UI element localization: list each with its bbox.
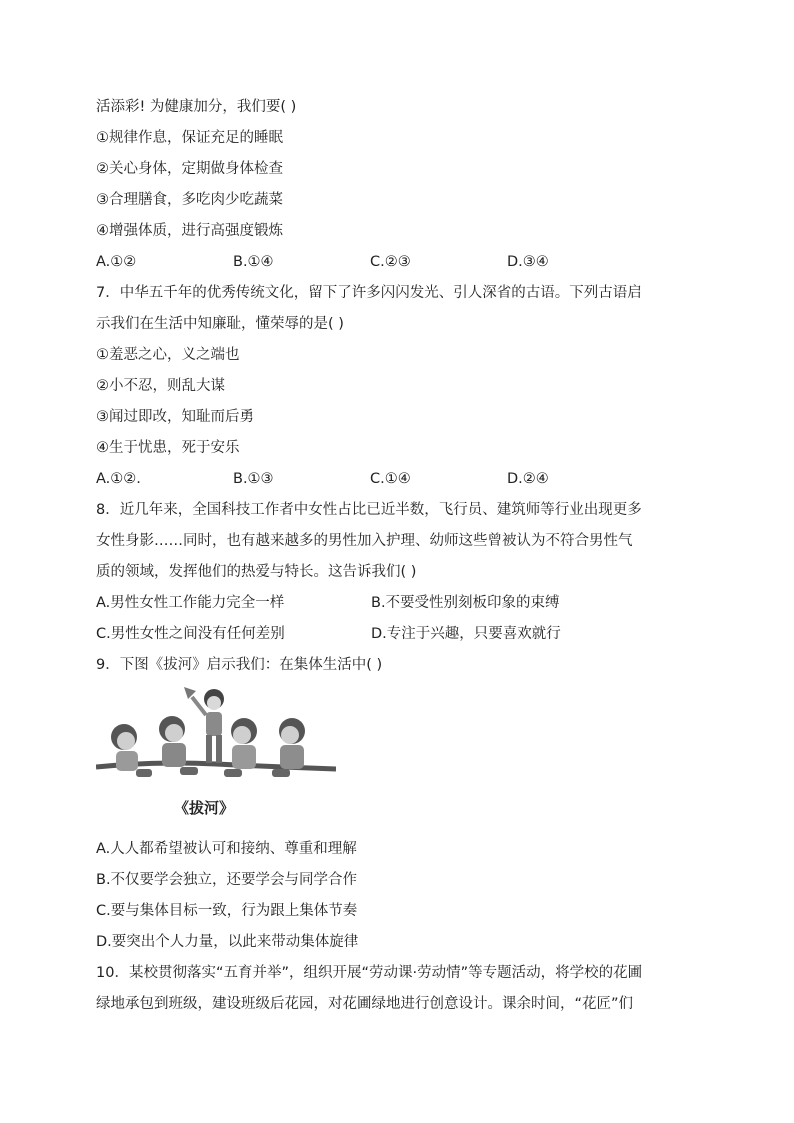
q8-options-row1 (96, 588, 706, 619)
q8-option-d[interactable]: D.专注于兴趣，只要喜欢就行 (371, 626, 561, 642)
q6-item: ②关心身体，定期做身体检查 (96, 161, 283, 177)
q6-stem-tail: 活添彩! 为健康加分，我们要( ) (96, 99, 297, 115)
q7-item: ①羞恶之心，义之端也 (96, 347, 240, 363)
q6-item: ①规律作息，保证充足的睡眠 (96, 130, 283, 146)
q8-stem-line: 质的领域，发挥他们的热爱与特长。这告诉我们( ) (96, 564, 417, 580)
q9-stem: 9．下图《拔河》启示我们：在集体生活中( ) (96, 657, 383, 673)
q6-option-c[interactable]: C.②③ (370, 254, 411, 270)
q6-options (96, 247, 706, 278)
q6-option-a[interactable]: A.①② (96, 254, 137, 270)
q6-option-b[interactable]: B.①④ (233, 254, 274, 270)
q7-options (96, 464, 706, 495)
q9-option-d[interactable]: D.要突出个人力量，以此来带动集体旋律 (96, 934, 359, 950)
q7-stem-line: 7．中华五千年的优秀传统文化，留下了许多闪闪发光、引人深省的古语。下列古语启 (96, 285, 642, 301)
q7-option-d[interactable]: D.②④ (507, 471, 549, 487)
q7-option-c[interactable]: C.①④ (370, 471, 411, 487)
q7-stem-line: 示我们在生活中知廉耻，懂荣辱的是( ) (96, 316, 344, 332)
q8-option-a[interactable]: A.男性女性工作能力完全一样 (96, 595, 285, 611)
q8-stem-line: 女性身影……同时，也有越来越多的男性加入护理、幼师这些曾被认为不符合男性气 (96, 533, 633, 549)
q7-option-b[interactable]: B.①③ (233, 471, 274, 487)
q10-stem-line: 绿地承包到班级，建设班级后花园，对花圃绿地进行创意设计。课余时间，“花匠”们 (96, 996, 634, 1012)
q6-item: ③合理膳食，多吃肉少吃蔬菜 (96, 192, 283, 208)
q7-option-a[interactable]: A.①②. (96, 471, 141, 487)
q6-option-d[interactable]: D.③④ (507, 254, 549, 270)
q8-option-c[interactable]: C.男性女性之间没有任何差别 (96, 626, 285, 642)
q9-option-a[interactable]: A.人人都希望被认可和接纳、尊重和理解 (96, 841, 357, 857)
q9-option-c[interactable]: C.要与集体目标一致，行为跟上集体节奏 (96, 903, 358, 919)
q6-item: ④增强体质，进行高强度锻炼 (96, 223, 283, 239)
exam-page (96, 92, 706, 1020)
q7-item: ③闻过即改，知耻而后勇 (96, 409, 254, 425)
tug-of-war-figure (96, 685, 336, 830)
figure-caption: 《拔河》 (174, 799, 235, 817)
q10-stem-line: 10．某校贯彻落实“五育并举”，组织开展“劳动课·劳动情”等专题活动，将学校的花圃 (96, 965, 643, 981)
q8-stem-line: 8．近几年来，全国科技工作者中女性占比已近半数，飞行员、建筑师等行业出现更多 (96, 502, 642, 518)
tug-of-war-illustration (96, 685, 336, 797)
q9-option-b[interactable]: B.不仅要学会独立，还要学会与同学合作 (96, 872, 358, 888)
q8-options-row2 (96, 619, 706, 650)
q7-item: ④生于忧患，死于安乐 (96, 440, 240, 456)
q7-item: ②小不忍，则乱大谋 (96, 378, 225, 394)
q8-option-b[interactable]: B.不要受性别刻板印象的束缚 (371, 595, 560, 611)
